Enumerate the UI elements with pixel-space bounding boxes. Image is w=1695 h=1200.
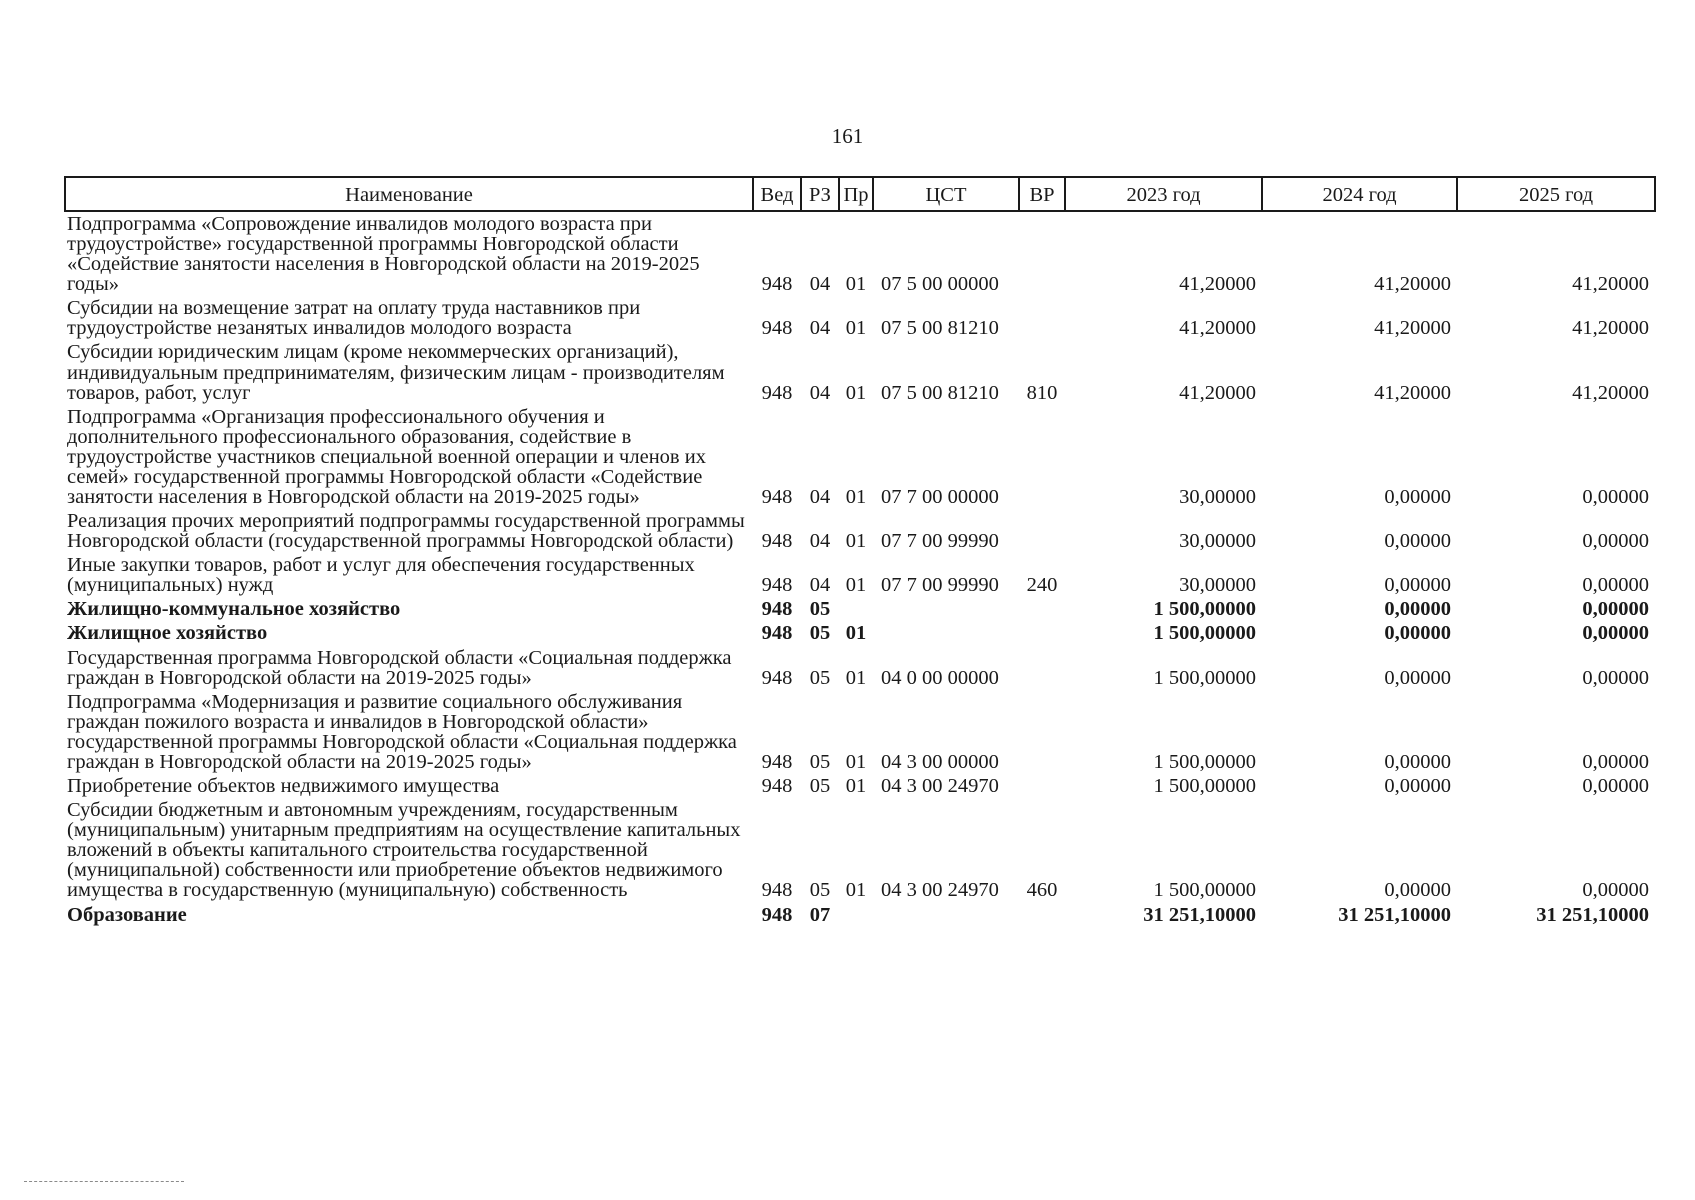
table-row bbox=[65, 903, 1655, 927]
cell-cst bbox=[873, 597, 1019, 621]
cell-cst: 07 5 00 81210 bbox=[881, 381, 999, 404]
cell-2025: 41,20000 bbox=[1572, 381, 1649, 404]
cell-cst: 04 3 00 24970 bbox=[881, 879, 999, 902]
cell-2024: 0,00000 bbox=[1384, 622, 1451, 645]
cell-ved: 948 bbox=[761, 317, 793, 340]
cell-2023: 30,00000 bbox=[1179, 574, 1256, 597]
cell-rz: 04 bbox=[809, 574, 831, 597]
cell-2025: 31 251,10000 bbox=[1536, 903, 1649, 926]
cell-vr: 240 bbox=[1026, 574, 1058, 597]
cell-2024: 0,00000 bbox=[1384, 879, 1451, 902]
cell-cst: 07 5 00 81210 bbox=[881, 317, 999, 340]
cell-rz: 04 bbox=[809, 486, 831, 509]
table-row bbox=[65, 798, 1655, 902]
cell-ved: 948 bbox=[761, 273, 793, 296]
cell-vr bbox=[1019, 903, 1065, 927]
cell-vr bbox=[1019, 405, 1065, 509]
cell-vr bbox=[1019, 211, 1065, 296]
cell-vr: 460 bbox=[1026, 879, 1058, 902]
cell-rz: 05 bbox=[809, 775, 831, 798]
cell-2024: 0,00000 bbox=[1384, 775, 1451, 798]
cell-ved: 948 bbox=[761, 666, 793, 689]
cell-pr: 01 bbox=[845, 486, 867, 509]
table-row bbox=[65, 690, 1655, 774]
table-row bbox=[65, 621, 1655, 645]
cell-vr bbox=[1019, 621, 1065, 645]
cell-name: Государственная программа Новгородской области «Социальная поддержка граждан в Новгородской области на 2019-2025 годы» bbox=[67, 646, 732, 689]
cell-2024: 41,20000 bbox=[1374, 273, 1451, 296]
cell-2023: 1 500,00000 bbox=[1153, 666, 1256, 689]
cell-vr bbox=[1019, 774, 1065, 798]
cell-2023: 30,00000 bbox=[1179, 530, 1256, 553]
cell-2023: 41,20000 bbox=[1179, 273, 1256, 296]
page-number: 161 bbox=[831, 124, 864, 148]
cell-rz: 07 bbox=[809, 903, 831, 926]
cell-rz: 05 bbox=[809, 598, 831, 621]
cell-pr: 01 bbox=[845, 775, 867, 798]
table-row bbox=[65, 774, 1655, 798]
cell-2025: 0,00000 bbox=[1582, 574, 1649, 597]
cell-pr: 01 bbox=[845, 530, 867, 553]
cell-2024: 0,00000 bbox=[1384, 598, 1451, 621]
cell-2025: 0,00000 bbox=[1582, 598, 1649, 621]
header-ved: Вед bbox=[753, 177, 801, 211]
header-2023: 2023 год bbox=[1065, 177, 1262, 211]
cell-pr: 01 bbox=[845, 879, 867, 902]
cell-vr: 810 bbox=[1026, 381, 1058, 404]
cell-2023: 1 500,00000 bbox=[1153, 622, 1256, 645]
cell-2025: 0,00000 bbox=[1582, 530, 1649, 553]
cell-pr bbox=[839, 597, 873, 621]
cell-name: Субсидии юридическим лицам (кроме некоммерческих организаций), индивидуальным предпринимателям, физическим лицам - производителям товаров, работ, услуг bbox=[67, 341, 725, 404]
cell-rz: 05 bbox=[809, 666, 831, 689]
cell-vr bbox=[1019, 597, 1065, 621]
cell-name: Иные закупки товаров, работ и услуг для обеспечения государственных (муниципальных) нужд bbox=[67, 554, 695, 597]
cell-pr: 01 bbox=[845, 317, 867, 340]
cell-rz: 05 bbox=[809, 750, 831, 773]
cell-2024: 31 251,10000 bbox=[1338, 903, 1451, 926]
table-row bbox=[65, 509, 1655, 553]
header-vr: ВР bbox=[1019, 177, 1065, 211]
table-row bbox=[65, 553, 1655, 597]
cell-2025: 0,00000 bbox=[1582, 750, 1649, 773]
cell-pr: 01 bbox=[845, 574, 867, 597]
cell-cst: 07 7 00 99990 bbox=[881, 530, 999, 553]
cell-pr bbox=[839, 903, 873, 927]
table-body bbox=[65, 211, 1655, 927]
cell-rz: 04 bbox=[809, 381, 831, 404]
cell-2023: 1 500,00000 bbox=[1153, 879, 1256, 902]
cell-ved: 948 bbox=[761, 879, 793, 902]
cell-2023: 1 500,00000 bbox=[1153, 775, 1256, 798]
cell-name: Подпрограмма «Организация профессионального обучения и дополнительного профессионального образования, содействие в трудоустройстве участников специальной военной операции и членов их семей» государственной программы Новгородской области «Содействие занятости населения в Новгородской области на 2019-2025 годы» bbox=[67, 405, 706, 509]
cell-name: Образование bbox=[67, 903, 187, 926]
cell-2024: 41,20000 bbox=[1374, 317, 1451, 340]
cell-name: Приобретение объектов недвижимого имущества bbox=[67, 775, 500, 798]
header-cst: ЦСТ bbox=[873, 177, 1019, 211]
cell-rz: 04 bbox=[809, 317, 831, 340]
table-row bbox=[65, 646, 1655, 690]
cell-ved: 948 bbox=[761, 381, 793, 404]
header-2024: 2024 год bbox=[1262, 177, 1457, 211]
cell-vr bbox=[1019, 509, 1065, 553]
header-pr: Пр bbox=[839, 177, 873, 211]
cell-rz: 05 bbox=[809, 879, 831, 902]
cell-2025: 0,00000 bbox=[1582, 622, 1649, 645]
cell-2025: 41,20000 bbox=[1572, 273, 1649, 296]
cell-name: Подпрограмма «Модернизация и развитие социального обслуживания граждан пожилого возраста и инвалидов в Новгородской области» государственной программы Новгородской области «Социальная поддержка граждан в Новгородской области на 2019-2025 годы» bbox=[67, 690, 737, 773]
cell-ved: 948 bbox=[761, 775, 793, 798]
table-row bbox=[65, 340, 1655, 404]
cell-2023: 1 500,00000 bbox=[1153, 598, 1256, 621]
cell-2024: 41,20000 bbox=[1374, 381, 1451, 404]
cell-rz: 05 bbox=[809, 622, 831, 645]
cell-ved: 948 bbox=[761, 750, 793, 773]
cell-2024: 0,00000 bbox=[1384, 530, 1451, 553]
cell-ved: 948 bbox=[761, 622, 793, 645]
header-name: Наименование bbox=[65, 177, 753, 211]
cell-pr: 01 bbox=[845, 750, 867, 773]
table-row bbox=[65, 296, 1655, 340]
cell-2025: 0,00000 bbox=[1582, 486, 1649, 509]
header-rz: РЗ bbox=[801, 177, 839, 211]
cell-2023: 1 500,00000 bbox=[1153, 750, 1256, 773]
cell-2024: 0,00000 bbox=[1384, 486, 1451, 509]
cell-2023: 30,00000 bbox=[1179, 486, 1256, 509]
cell-cst: 07 7 00 00000 bbox=[881, 486, 999, 509]
table-row bbox=[65, 597, 1655, 621]
cell-2023: 41,20000 bbox=[1179, 317, 1256, 340]
budget-table bbox=[64, 176, 1656, 927]
cell-2023: 31 251,10000 bbox=[1143, 903, 1256, 926]
cell-cst: 07 5 00 00000 bbox=[881, 273, 999, 296]
table-row bbox=[65, 405, 1655, 509]
cell-2025: 0,00000 bbox=[1582, 879, 1649, 902]
cell-cst: 07 7 00 99990 bbox=[881, 574, 999, 597]
cell-ved: 948 bbox=[761, 486, 793, 509]
cell-cst: 04 0 00 00000 bbox=[881, 666, 999, 689]
cell-name: Субсидии на возмещение затрат на оплату труда наставников при трудоустройстве незанятых инвалидов молодого возраста bbox=[67, 297, 641, 340]
cell-2025: 0,00000 bbox=[1582, 775, 1649, 798]
cell-cst: 04 3 00 00000 bbox=[881, 750, 999, 773]
cell-2025: 41,20000 bbox=[1572, 317, 1649, 340]
cell-2025: 0,00000 bbox=[1582, 666, 1649, 689]
cell-ved: 948 bbox=[761, 903, 793, 926]
cell-cst bbox=[873, 621, 1019, 645]
cell-rz: 04 bbox=[809, 530, 831, 553]
cell-rz: 04 bbox=[809, 273, 831, 296]
cell-2024: 0,00000 bbox=[1384, 574, 1451, 597]
cell-name: Реализация прочих мероприятий подпрограммы государственной программы Новгородской области (государственной программы Новгородской области) bbox=[67, 510, 745, 553]
cell-name: Субсидии бюджетным и автономным учреждениям, государственным (муниципальным) унитарным предприятиям на осуществление капитальных вложений в объекты капитального строительства государственной (муниципальной) собственности или приобретение объектов недвижимого имущества в государственную (муниципальную) собственность bbox=[67, 799, 741, 902]
cell-cst bbox=[873, 903, 1019, 927]
cell-pr: 01 bbox=[845, 381, 867, 404]
footer-rule bbox=[24, 1181, 184, 1182]
cell-2024: 0,00000 bbox=[1384, 666, 1451, 689]
cell-name: Жилищно-коммунальное хозяйство bbox=[67, 598, 401, 621]
cell-name: Подпрограмма «Сопровождение инвалидов молодого возраста при трудоустройстве» государственной программы Новгородской области «Содействие занятости населения в Новгородской области на 2019-2025 годы» bbox=[67, 213, 700, 296]
cell-pr: 01 bbox=[845, 666, 867, 689]
cell-pr: 01 bbox=[845, 622, 867, 645]
cell-ved: 948 bbox=[761, 530, 793, 553]
cell-ved: 948 bbox=[761, 574, 793, 597]
cell-2024: 0,00000 bbox=[1384, 750, 1451, 773]
cell-vr bbox=[1019, 690, 1065, 774]
table-header-row bbox=[65, 177, 1655, 211]
cell-2023: 41,20000 bbox=[1179, 381, 1256, 404]
cell-vr bbox=[1019, 296, 1065, 340]
cell-vr bbox=[1019, 646, 1065, 690]
cell-cst: 04 3 00 24970 bbox=[881, 775, 999, 798]
cell-name: Жилищное хозяйство bbox=[67, 622, 268, 645]
header-2025: 2025 год bbox=[1457, 177, 1655, 211]
table-row bbox=[65, 211, 1655, 296]
cell-pr: 01 bbox=[845, 273, 867, 296]
cell-ved: 948 bbox=[761, 598, 793, 621]
